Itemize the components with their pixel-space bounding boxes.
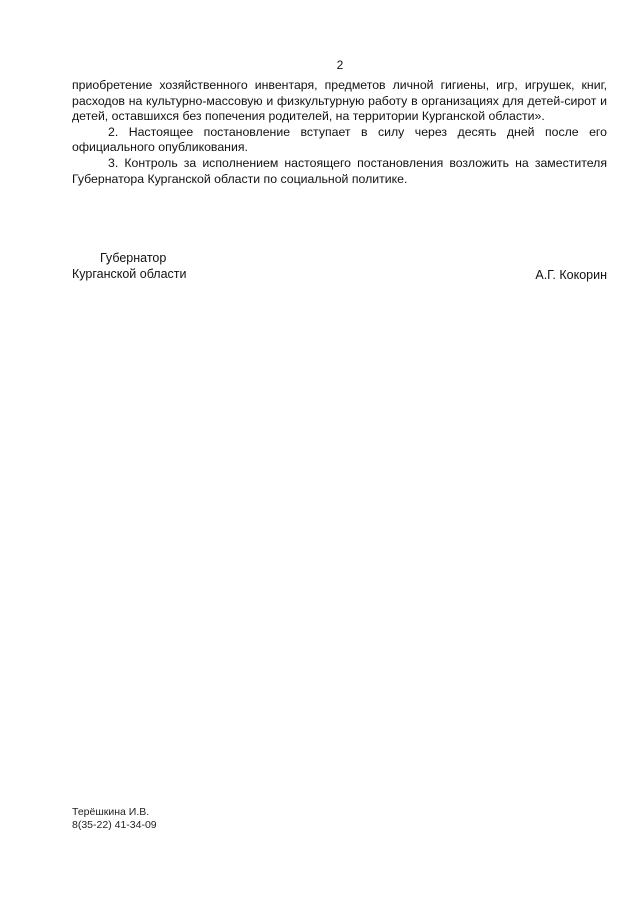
executor-phone: 8(35-22) 41-34-09 (72, 818, 157, 831)
paragraph-control: 3. Контроль за исполнением настоящего постановления возложить на заместителя Губернатора Курганской области по социальной политике. (72, 155, 607, 186)
paragraph-effective-date: 2. Настоящее постановление вступает в силу через десять дней после его официального опубликования. (72, 124, 607, 155)
signature-block (72, 250, 607, 286)
signatory-position-line2: Курганской области (72, 267, 187, 281)
executor-name: Терёшкина И.В. (72, 806, 150, 818)
paragraph-continuation: приобретение хозяйственного инвентаря, предметов личной гигиены, игр, игрушек, книг, расходов на культурно-массовую и физкультурную работу в организациях для детей-сирот и детей, оставшихся без попечения родителей, на территории Курганской области». (72, 78, 607, 124)
executor-footer (72, 806, 157, 831)
signatory-position-line1: Губернатор (100, 251, 167, 265)
page-number: 2 (336, 58, 344, 72)
signatory-name: А.Г. Кокорин (535, 268, 607, 282)
document-body (72, 78, 607, 187)
